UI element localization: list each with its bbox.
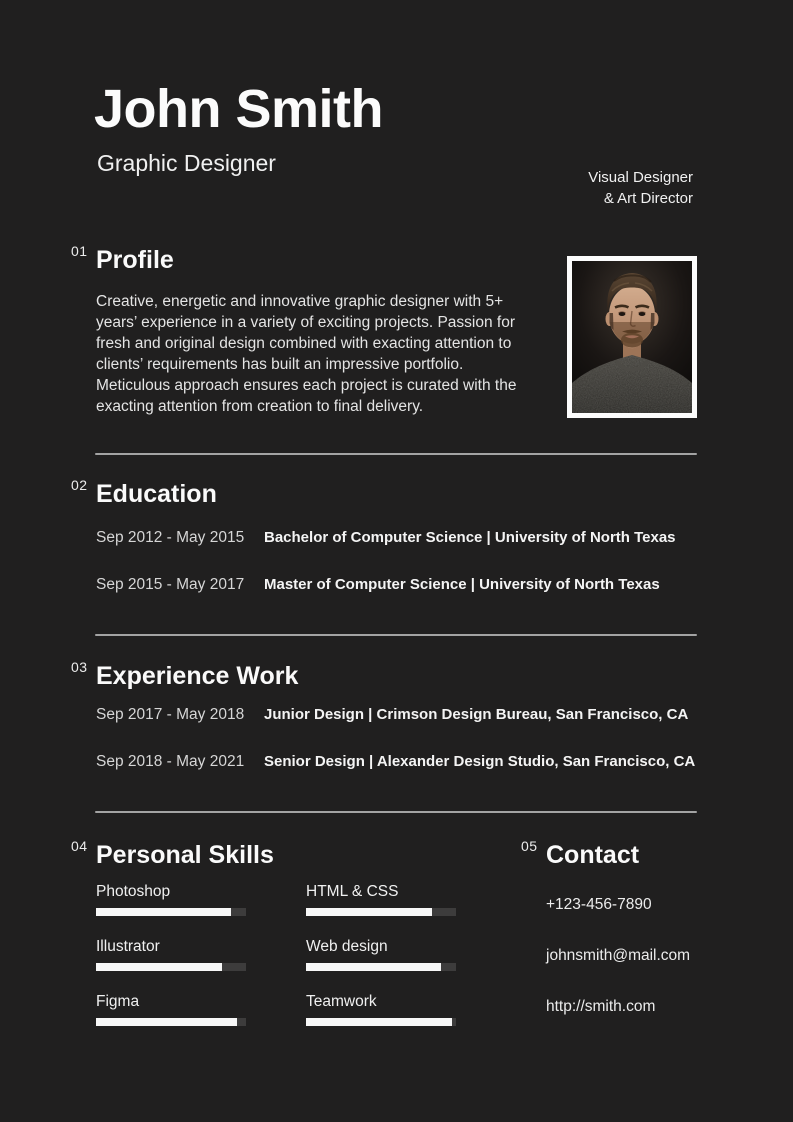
section-heading-profile: Profile: [96, 246, 174, 274]
section-number-profile: 01: [71, 243, 88, 259]
section-heading-education: Education: [96, 480, 217, 508]
portrait-illustration: [572, 261, 692, 413]
section-heading-contact: Contact: [546, 841, 640, 869]
person-name: John Smith: [94, 79, 383, 139]
section-divider: [95, 634, 697, 636]
experience-entry: [96, 706, 695, 724]
education-entry: [96, 529, 676, 547]
skill-bar-fill: [306, 908, 432, 916]
skill-label: HTML & CSS: [306, 883, 399, 900]
skill-bar-track: [306, 908, 456, 916]
education-description: Master of Computer Science | University of North Texas: [264, 576, 660, 593]
section-number-experience: 03: [71, 659, 88, 675]
experience-dates: Sep 2018 - May 2021: [96, 753, 245, 770]
contact-email: johnsmith@mail.com: [546, 947, 691, 964]
section-divider: [95, 453, 697, 455]
skill-bar-fill: [96, 908, 231, 916]
skill-label: Photoshop: [96, 883, 171, 900]
education-description: Bachelor of Computer Science | University of North Texas: [264, 529, 676, 546]
person-tagline: [588, 167, 693, 209]
profile-line: Creative, energetic and innovative graphic designer with 5+: [96, 293, 504, 310]
education-dates: Sep 2012 - May 2015: [96, 529, 245, 546]
education-list: [96, 529, 676, 594]
profile-line: exacting attention from creation to final delivery.: [96, 398, 424, 415]
section-number-education: 02: [71, 477, 88, 493]
education-dates: Sep 2015 - May 2017: [96, 576, 245, 593]
experience-description: Senior Design | Alexander Design Studio, San Francisco, CA: [264, 753, 696, 770]
section-divider: [95, 811, 697, 813]
skill-bar-track: [306, 1018, 456, 1026]
skill-label: Figma: [96, 993, 140, 1010]
skill-item: [96, 938, 246, 971]
profile-line: clients’ requirements has built an impressive portfolio.: [96, 356, 464, 373]
experience-entry: [96, 753, 695, 771]
person-job-title: Graphic Designer: [97, 150, 276, 176]
skill-label: Web design: [306, 938, 388, 955]
profile-line: fresh and original design combined with exacting attention to: [96, 335, 512, 352]
skill-bar-fill: [96, 1018, 237, 1026]
section-heading-experience: Experience Work: [96, 662, 299, 690]
skill-item: [306, 883, 456, 916]
skill-bar-track: [96, 908, 246, 916]
contact-website: http://smith.com: [546, 998, 656, 1015]
skill-label: Teamwork: [306, 993, 377, 1010]
skill-item: [306, 938, 456, 971]
section-number-contact: 05: [521, 838, 538, 854]
tagline-line-2: & Art Director: [603, 190, 693, 207]
profile-summary: [96, 291, 566, 417]
skill-bar-fill: [96, 963, 222, 971]
skill-item: [96, 993, 246, 1026]
skill-label: Illustrator: [96, 938, 160, 955]
skill-bar-track: [306, 963, 456, 971]
experience-dates: Sep 2017 - May 2018: [96, 706, 245, 723]
contact-list: [546, 896, 690, 1016]
profile-line: years’ experience in a variety of exciting projects. Passion for: [96, 314, 515, 331]
contact-phone: +123-456-7890: [546, 896, 652, 913]
profile-line: Meticulous approach ensures each project is curated with the: [96, 377, 517, 394]
skill-bar-fill: [306, 963, 441, 971]
section-heading-skills: Personal Skills: [96, 841, 274, 869]
skill-bar-track: [96, 963, 246, 971]
skill-bar-track: [96, 1018, 246, 1026]
skill-item: [96, 883, 246, 916]
section-number-skills: 04: [71, 838, 88, 854]
tagline-line-1: Visual Designer: [588, 169, 693, 186]
profile-photo: [567, 256, 697, 418]
skill-item: [306, 993, 456, 1026]
skills-grid: [96, 883, 456, 1026]
skill-bar-fill: [306, 1018, 452, 1026]
education-entry: [96, 576, 676, 594]
experience-list: [96, 706, 695, 771]
experience-description: Junior Design | Crimson Design Bureau, San Francisco, CA: [264, 706, 689, 723]
